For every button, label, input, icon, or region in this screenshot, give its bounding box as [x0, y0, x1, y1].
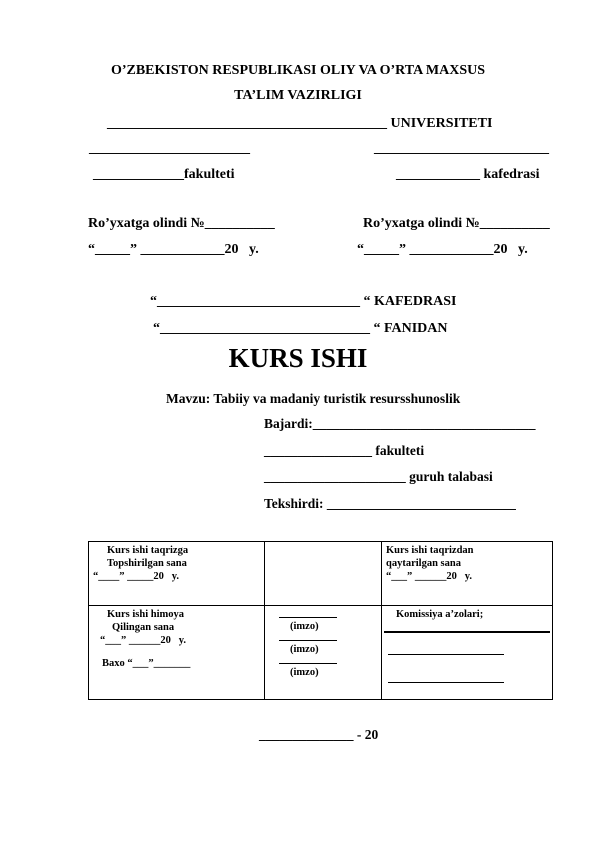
defense-cell [89, 606, 265, 700]
university-line: ________________________________________ UNIVERSITETI [107, 116, 493, 131]
review-table [88, 541, 553, 700]
commission-member-line [388, 682, 504, 683]
signature-line [279, 640, 337, 641]
student-faculty-line: ________________ fakulteti [264, 443, 425, 458]
fan-line: “______________________________ “ FANIDAN [153, 321, 448, 336]
department-line: ____________ kafedrasi [396, 167, 540, 182]
kafedra-line: “_____________________________ “ KAFEDRASI [150, 294, 457, 309]
blank-left-line: _______________________ [89, 141, 250, 156]
review-returned-date: “___” ______20 y. [386, 571, 473, 582]
ministry-line-1: O’ZBEKISTON RESPUBLIKASI OLIY VA O’RTA MAXSUS [110, 63, 486, 78]
commission-member-line [384, 631, 550, 633]
review-submitted-label: Kurs ishi taqrizga [107, 545, 189, 556]
signature-label: (imzo) [290, 644, 319, 655]
signature-label: (imzo) [290, 621, 319, 632]
review-submitted-cell [89, 542, 265, 606]
table-row [89, 542, 553, 606]
blank-right-line: _________________________ [374, 141, 549, 156]
review-submitted-date: “____” _____20 y. [93, 571, 180, 582]
empty-cell [265, 542, 382, 606]
review-returned-label: Kurs ishi taqrizdan [386, 545, 474, 556]
registration-left-number: Ro’yxatga olindi №__________ [88, 216, 275, 231]
review-submitted-sublabel: Topshirilgan sana [107, 558, 187, 569]
commission-member-line [388, 654, 504, 655]
signature-line [279, 617, 337, 618]
tekshirdi-line: Tekshirdi: ____________________________ [264, 496, 516, 511]
bajardi-line: Bajardi:_________________________________ [264, 416, 536, 431]
registration-left-date: “_____” ____________20 y. [88, 242, 259, 257]
signatures-cell [265, 606, 382, 700]
document-title: KURS ISHI [228, 343, 368, 373]
table-row [89, 606, 553, 700]
defense-sublabel: Qilingan sana [112, 622, 175, 633]
registration-right-number: Ro’yxatga olindi №__________ [363, 216, 550, 231]
group-line: _____________________ guruh talabasi [264, 469, 493, 484]
commission-cell [382, 606, 553, 700]
registration-right-date: “_____” ____________20 y. [357, 242, 528, 257]
commission-title: Komissiya a’zolari; [396, 609, 484, 620]
review-returned-sublabel: qaytarilgan sana [386, 558, 461, 569]
ministry-line-2: TA’LIM VAZIRLIGI [234, 88, 362, 103]
review-returned-cell [382, 542, 553, 606]
footer-year-line: ______________ - 20 [259, 727, 379, 742]
defense-label: Kurs ishi himoya [107, 609, 185, 620]
defense-date: “___” ______20 y. [100, 635, 187, 646]
signature-line [279, 663, 337, 664]
topic-line: Mavzu: Tabiiy va madaniy turistik resursshunoslik [166, 391, 461, 406]
faculty-line: _____________fakulteti [93, 167, 235, 182]
grade-line: Baxo “___”_______ [102, 658, 191, 669]
signature-label: (imzo) [290, 667, 319, 678]
